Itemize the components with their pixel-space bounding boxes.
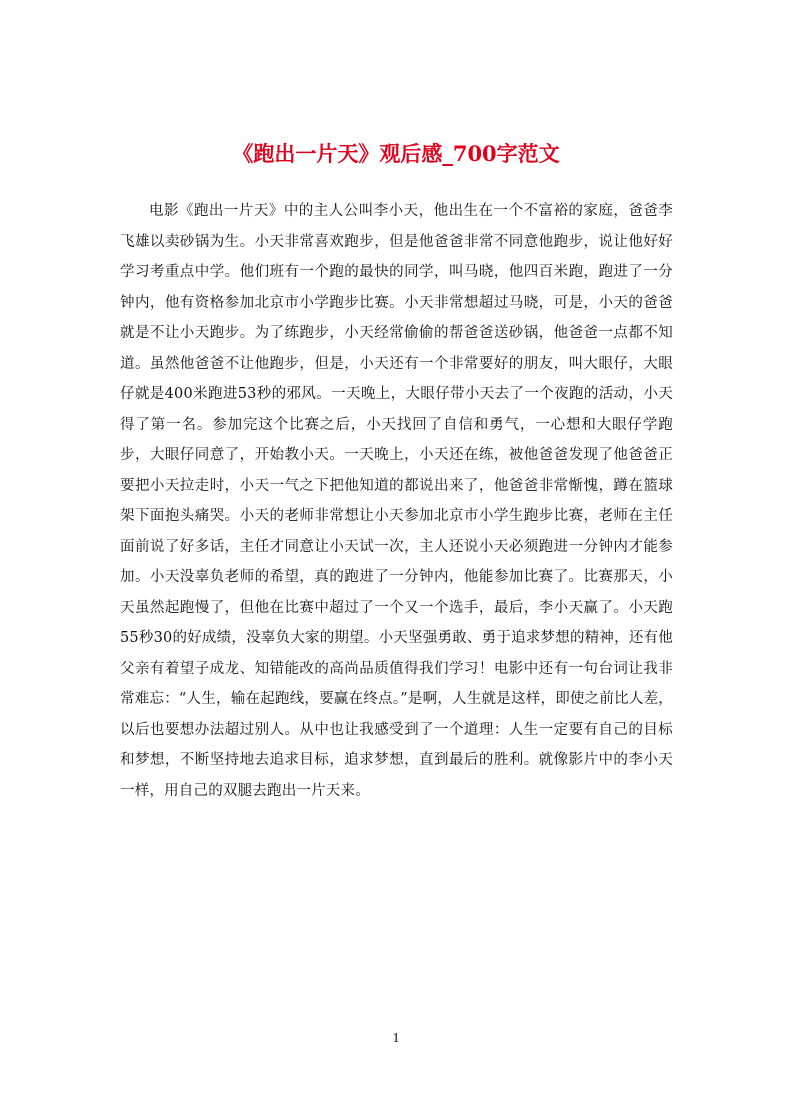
document-title: 《跑出一片天》观后感_700字范文 xyxy=(232,141,560,166)
body-paragraph: 电影《跑出一片天》中的主人公叫李小天，他出生在一个不富裕的家庭，爸爸李飞雄以卖砂锅为生。小天非常喜欢跑步，但是他爸爸非常不同意他跑步，说让他好好学习考重点中学。他们班有一个跑的最快的同学，叫马晓，他四百米跑，跑进了一分钟内，他有资格参加北京市小学跑步比赛。小天非常想超过马晓，可是，小天的爸爸就是不让小天跑步。为了练跑步，小天经常偷偷的帮爸爸送砂锅，他爸爸一点都不知道。虽然他爸爸不让他跑步，但是，小天还有一个非常要好的朋友，叫大眼仔，大眼仔就是400米跑进53秒的邪风。一天晚上，大眼仔带小天去了一个夜跑的活动，小天得了第一名。参加完这个比赛之后，小天找回了自信和勇气，一心想和大眼仔学跑步，大眼仔同意了，开始教小天。一天晚上，小天还在练，被他爸爸发现了他爸爸正要把小天拉走时，小天一气之下把他知道的都说出来了，他爸爸非常惭愧，蹲在篮球架下面抱头痛哭。小天的老师非常想让小天参加北京市小学生跑步比赛，老师在主任面前说了好多话，主任才同意让小天试一次，主人还说小天必须跑进一分钟内才能参加。小天没辜负老师的希望，真的跑进了一分钟内，他能参加比赛了。比赛那天，小天虽然起跑慢了，但他在比赛中超过了一个又一个选手，最后，李小天赢了。小天跑55秒30的好成绩，没辜负大家的期望。小天坚强勇敢、勇于追求梦想的精神，还有他父亲有着望子成龙、知错能改的高尚品质值得我们学习！电影中还有一句台词让我非常难忘：“人生，输在起跑线，要赢在终点。”是啊，人生就是这样，即使之前比人差，以后也要想办法超过别人。从中也让我感受到了一个道理：人生一定要有自己的目标和梦想，不断坚持地去追求目标，追求梦想，直到最后的胜利。就像影片中的李小天一样，用自己的双腿去跑出一片天来。 xyxy=(120,203,673,799)
page-number: 1 xyxy=(392,1031,400,1046)
